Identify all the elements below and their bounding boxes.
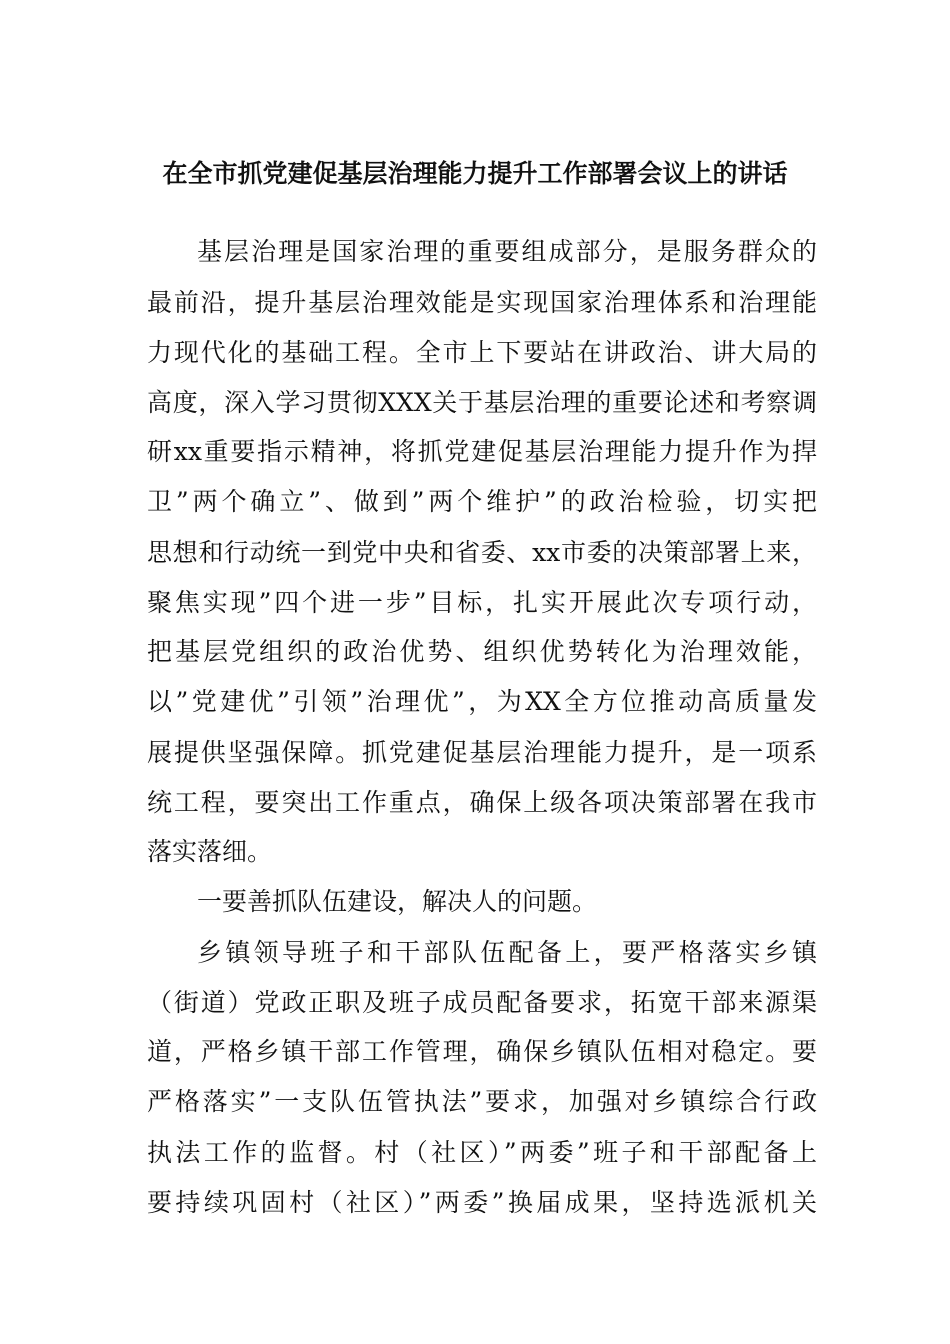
document-title: 在全市抓党建促基层治理能力提升工作部署会议上的讲话 <box>162 159 788 188</box>
paragraph-line: 落实落细。 <box>147 837 273 866</box>
paragraph-line: 把基层党组织的政治优势、组织优势转化为治理效能， <box>147 637 817 666</box>
section-heading: 一要善抓队伍建设，解决人的问题。 <box>197 887 598 916</box>
paragraph-line: 卫”两个确立”、做到”两个维护”的政治检验，切实把 <box>147 487 817 516</box>
paragraph-line: 乡镇领导班子和干部队伍配备上，要严格落实乡镇 <box>197 938 817 967</box>
paragraph-line: 道，严格乡镇干部工作管理，确保乡镇队伍相对稳定。要 <box>147 1037 817 1066</box>
paragraph-line: 高度，深入学习贯彻XXX关于基层治理的重要论述和考察调 <box>147 388 817 417</box>
paragraph-line: 思想和行动统一到党中央和省委、xx市委的决策部署上来， <box>147 538 817 567</box>
paragraph-line: 以”党建优”引领”治理优”，为XX全方位推动高质量发 <box>147 687 817 716</box>
paragraph-line: 执法工作的监督。村（社区）”两委”班子和干部配备上 <box>147 1138 817 1167</box>
paragraph-line: 统工程，要突出工作重点，确保上级各项决策部署在我市 <box>147 788 817 817</box>
paragraph-line: 要持续巩固村（社区）”两委”换届成果，坚持选派机关 <box>147 1188 817 1217</box>
paragraph-line: 力现代化的基础工程。全市上下要站在讲政治、讲大局的 <box>147 338 817 367</box>
paragraph-line: 基层治理是国家治理的重要组成部分，是服务群众的 <box>197 237 817 266</box>
paragraph-line: （街道）党政正职及班子成员配备要求，拓宽干部来源渠 <box>147 988 817 1017</box>
paragraph-line: 严格落实”一支队伍管执法”要求，加强对乡镇综合行政 <box>147 1087 817 1116</box>
paragraph-line: 研xx重要指示精神，将抓党建促基层治理能力提升作为捍 <box>147 437 817 466</box>
paragraph-line: 展提供坚强保障。抓党建促基层治理能力提升，是一项系 <box>147 738 817 767</box>
paragraph-line: 聚焦实现”四个进一步”目标，扎实开展此次专项行动， <box>147 588 817 617</box>
paragraph-line: 最前沿，提升基层治理效能是实现国家治理体系和治理能 <box>147 288 817 317</box>
